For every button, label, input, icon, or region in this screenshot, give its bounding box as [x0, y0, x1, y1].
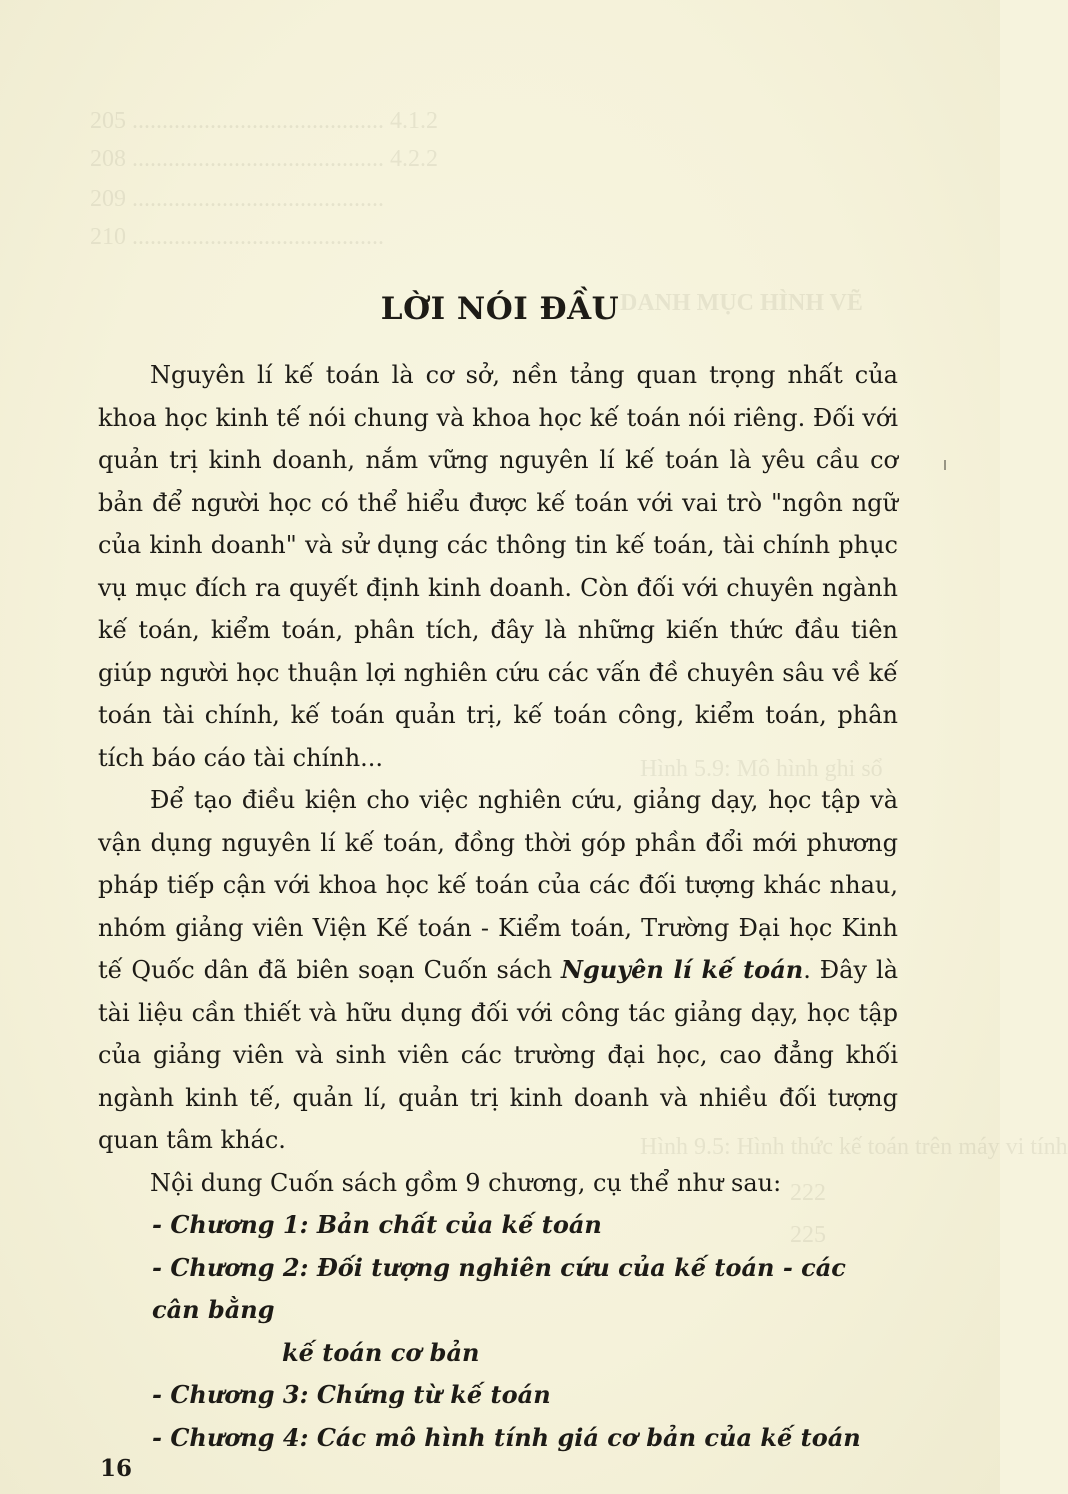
chapter-line: - Chương 3: Chứng từ kế toán [152, 1380, 551, 1409]
preface-body [98, 354, 898, 1459]
paragraph-1: Nguyên lí kế toán là cơ sở, nền tảng quan trọng nhất của khoa học kinh tế nói chung và khoa học kế toán nói riêng. Đối với quản trị kinh doanh, nắm vững nguyên lí kế toán là yêu cầu cơ bản để người học có thể hiểu được kế toán với vai trò "ngôn ngữ của kinh doanh" và sử dụng các thông tin kế toán, tài chính phục vụ mục đích ra quyết định kinh doanh. Còn đối với chuyên ngành kế toán, kiểm toán, phân tích, đây là những kiến thức đầu tiên giúp người học thuận lợi nghiên cứu các vấn đề chuyên sâu về kế toán tài chính, kế toán quản trị, kế toán công, kiểm toán, phân tích báo cáo tài chính... [98, 361, 898, 772]
bleed-through: 208 .......................................... 4.2.2 [90, 146, 438, 172]
bleed-through: Hình 5.9: Mô hình ghi sổ [640, 756, 883, 782]
paragraph-2-text-end: . Đây là tài liệu cần thiết và hữu dụng đối với công tác giảng dạy, học tập của giảng viên và sinh viên các trường đại học, cao đẳng khối ngành kinh tế, quản lí, quản trị kinh doanh và nhiều đối tượng quan tâm khác. [98, 956, 899, 1154]
margin-mark [944, 460, 946, 470]
paragraph-2 [98, 779, 898, 1162]
paragraph-3: Nội dung Cuốn sách gồm 9 chương, cụ thể như sau: [150, 1168, 782, 1197]
chapter-line-continued: kế toán cơ bản [282, 1337, 480, 1367]
chapter-item [98, 1374, 898, 1417]
chapter-item [98, 1247, 898, 1375]
page-title: LỜI NÓI ĐẦU [380, 290, 620, 327]
chapter-item [98, 1204, 898, 1247]
book-title: Nguyên lí kế toán [561, 955, 804, 984]
chapter-line: - Chương 2: Đối tượng nghiên cứu của kế toán - các cân bằng [152, 1252, 846, 1324]
chapter-line: - Chương 1: Bản chất của kế toán [152, 1210, 602, 1239]
page-number: 16 [100, 1455, 133, 1482]
bleed-through: 222 [790, 1180, 826, 1206]
bleed-through: 210 .......................................... [90, 224, 384, 250]
chapter-line: - Chương 4: Các mô hình tính giá cơ bản của kế toán [152, 1422, 861, 1452]
bleed-through: 209 .......................................... [90, 186, 384, 212]
chapter-item [98, 1417, 898, 1460]
bleed-through: 225 [790, 1222, 826, 1248]
bleed-through: Hình 9.5: Hình thức kế toán trên máy vi tính [640, 1134, 1068, 1160]
bleed-through: 205 .......................................... 4.1.2 [90, 108, 438, 134]
bleed-through: DANH MỤC HÌNH VẼ [620, 290, 863, 316]
paragraph-2-text: Để tạo điều kiện cho việc nghiên cứu, giảng dạy, học tập và vận dụng nguyên lí kế toán, đồng thời góp phần đổi mới phương pháp tiếp cận với khoa học kế toán của các đối tượng khác nhau, nhóm giảng viên Viện Kế toán - Kiểm toán, Trường Đại học Kinh tế Quốc dân đã biên soạn Cuốn sách [98, 786, 898, 984]
chapter-list [98, 1204, 898, 1459]
